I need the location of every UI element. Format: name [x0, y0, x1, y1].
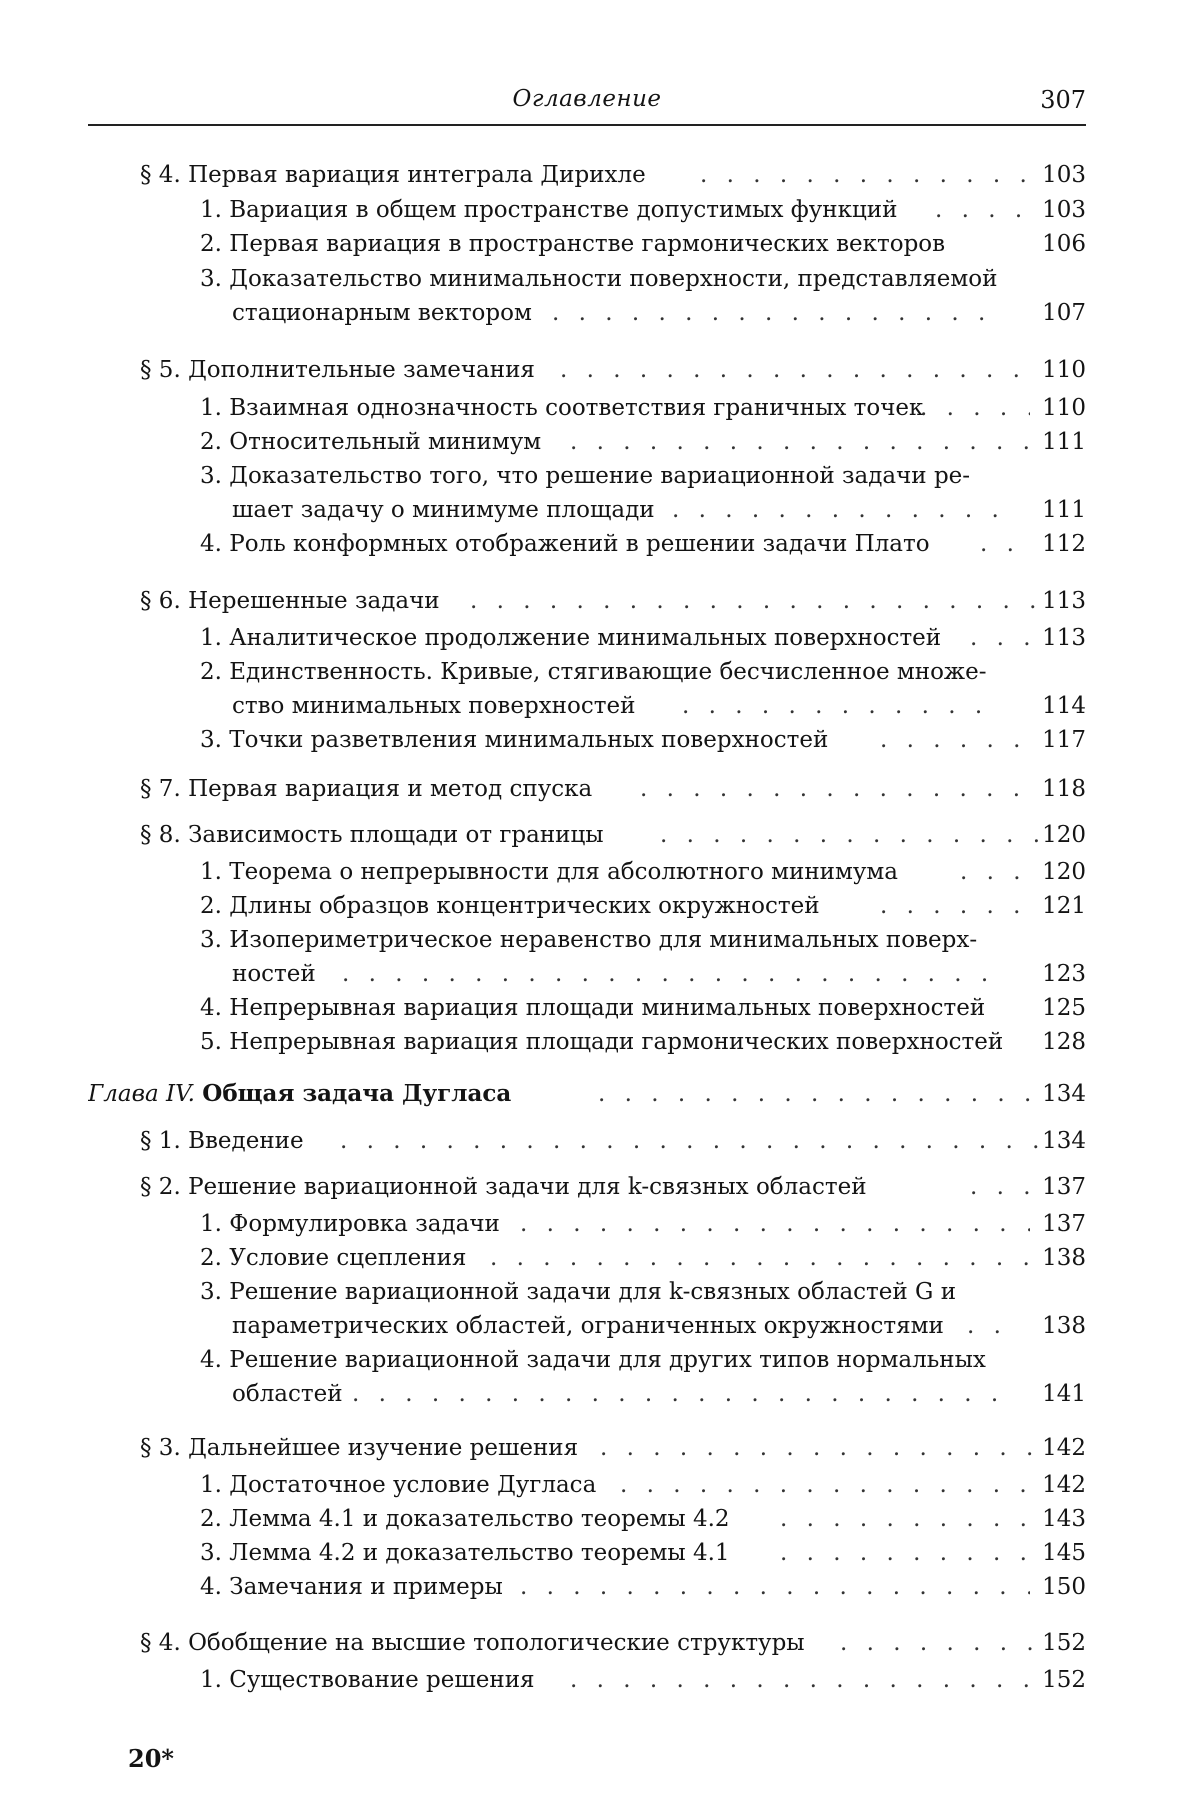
item-number: 3. [200, 925, 222, 955]
section-number: § 6. [140, 586, 181, 616]
item-number: 2. [200, 229, 222, 259]
toc-item [200, 1665, 1086, 1695]
item-page: 150 [1042, 1572, 1086, 1602]
toc-item [200, 1470, 1086, 1500]
dot-leader: . . . . . . . . . . . . . . [660, 820, 1040, 850]
item-title-cont: параметрических областей, ограниченных окружностями [232, 1313, 944, 1339]
toc-item [200, 623, 1086, 653]
section-number: § 1. [140, 1126, 181, 1156]
item-number: 3. [200, 264, 222, 294]
item-title-cont: стационарным вектором [232, 300, 532, 326]
item-number: 3. [200, 461, 222, 491]
item-number: 4. [200, 1572, 222, 1602]
item-page: 121 [1042, 891, 1086, 921]
toc-section-3 [140, 1433, 1086, 1463]
toc-item [200, 529, 1086, 559]
dot-leader: . . . . . . . . . . . . . . . . . [600, 1433, 1040, 1463]
item-page: 111 [1042, 495, 1086, 525]
item-number: 4. [200, 529, 222, 559]
item-page: 123 [1042, 959, 1086, 989]
item-title: Точки разветвления минимальных поверхностей [229, 727, 828, 753]
toc-section-7 [140, 774, 1086, 804]
dot-leader: . . . . . . . . . . . . . . . [640, 774, 1040, 804]
section-number: § 4. [140, 160, 181, 190]
item-title: Первая вариация в пространстве гармонических векторов [229, 231, 945, 257]
section-number: § 2. [140, 1172, 181, 1202]
toc-section-4-ch4 [140, 1628, 1086, 1658]
section-number: § 3. [140, 1433, 181, 1463]
item-number: 1. [200, 1209, 222, 1239]
dot-leader: . . . [970, 1172, 1040, 1202]
item-title-cont: областей [232, 1381, 343, 1407]
item-number: 4. [200, 1345, 222, 1375]
chapter-page: 134 [1042, 1079, 1086, 1109]
section-page: 110 [1042, 355, 1086, 385]
section-page: 113 [1042, 586, 1086, 616]
item-title: Лемма 4.1 и доказательство теоремы 4.2 [229, 1506, 729, 1532]
item-number: 1. [200, 1665, 222, 1695]
toc-item-continuation [232, 959, 1086, 989]
section-title: Дальнейшее изучение решения [188, 1435, 578, 1461]
toc-item [200, 195, 1086, 225]
item-number: 3. [200, 725, 222, 755]
item-page: 145 [1042, 1538, 1086, 1568]
item-title: Непрерывная вариация площади минимальных поверхностей [229, 995, 985, 1021]
item-title: Теорема о непрерывности для абсолютного минимума [229, 859, 898, 885]
signature-mark: 20* [128, 1744, 174, 1773]
item-number: 3. [200, 1538, 222, 1568]
dot-leader: . . . . . . . . . . . . . . . . . . . . . . . . . [342, 959, 1002, 989]
item-number: 2. [200, 891, 222, 921]
item-title: Непрерывная вариация площади гармонических поверхностей [229, 1029, 1003, 1055]
toc-item [200, 393, 1086, 423]
dot-leader: . . . . [920, 393, 1030, 423]
toc-item [200, 657, 1086, 687]
section-title: Дополнительные замечания [188, 357, 535, 383]
item-title: Доказательство того, что решение вариационной задачи ре- [229, 463, 970, 489]
item-page: 111 [1042, 427, 1086, 457]
toc-item [200, 993, 1086, 1023]
item-page: 110 [1042, 393, 1086, 423]
dot-leader: . . . . [935, 195, 1035, 225]
item-number: 4. [200, 993, 222, 1023]
item-page: 120 [1042, 857, 1086, 887]
toc-item [200, 925, 1086, 955]
dot-leader: . . [970, 623, 1030, 653]
toc-item [200, 264, 1086, 294]
dot-leader: . . . . . . . . . . . . [672, 495, 1002, 525]
toc-section-5 [140, 355, 1086, 385]
item-page: 106 [1042, 229, 1086, 259]
dot-leader: . . . . . . . . . . . . . . . . . . [560, 355, 1040, 385]
item-number: 1. [200, 195, 222, 225]
dot-leader: . . . . . . [880, 891, 1030, 921]
toc-item-continuation [232, 1311, 1086, 1341]
toc-item-continuation [232, 691, 1086, 721]
toc-section-2 [140, 1172, 1086, 1202]
section-page: 137 [1042, 1172, 1086, 1202]
section-number: § 5. [140, 355, 181, 385]
toc-item [200, 1027, 1086, 1057]
item-title: Условие сцепления [229, 1245, 466, 1271]
toc-item [200, 229, 1086, 259]
item-title: Решение вариационной задачи для k-связных областей G и [229, 1279, 956, 1305]
section-page: 120 [1042, 820, 1086, 850]
section-page: 103 [1042, 160, 1086, 190]
dot-leader: . . . . . . . . . . . . . . . . . . . . . . . . [352, 1379, 1002, 1409]
toc-item [200, 1538, 1086, 1568]
toc-section-8 [140, 820, 1086, 850]
section-page: 134 [1042, 1126, 1086, 1156]
section-title: Первая вариация и метод спуска [188, 776, 592, 802]
item-title: Достаточное условие Дугласа [229, 1472, 596, 1498]
dot-leader: . . . . . . . . . . . . . . . . . . . . . [470, 586, 1040, 616]
toc-item [200, 1504, 1086, 1534]
item-title: Длины образцов концентрических окружностей [229, 893, 819, 919]
item-page: 143 [1042, 1504, 1086, 1534]
dot-leader: . . . . . . . . . . . . . . . [620, 1470, 1030, 1500]
section-title: Решение вариационной задачи для k-связных областей [188, 1174, 866, 1200]
item-page: 137 [1042, 1209, 1086, 1239]
item-page: 113 [1042, 623, 1086, 653]
item-number: 1. [200, 1470, 222, 1500]
toc-item [200, 1209, 1086, 1239]
item-title: Относительный минимум [229, 429, 541, 455]
item-title: Решение вариационной задачи для других типов нормальных [229, 1347, 986, 1373]
item-title: Аналитическое продолжение минимальных поверхностей [229, 625, 941, 651]
toc-item-continuation [232, 1379, 1086, 1409]
item-page: 103 [1042, 195, 1086, 225]
dot-leader: . . . . . . . . . . . . [682, 691, 1002, 721]
item-title-cont: ство минимальных поверхностей [232, 693, 635, 719]
item-title: Формулировка задачи [229, 1211, 500, 1237]
item-number: 5. [200, 1027, 222, 1057]
toc-item-continuation [232, 298, 1086, 328]
section-number: § 7. [140, 774, 181, 804]
section-title: Нерешенные задачи [188, 588, 440, 614]
dot-leader: . . . . . . . . . . . . . . . . . [552, 298, 1002, 328]
toc-item [200, 891, 1086, 921]
toc-item [200, 725, 1086, 755]
toc-chapter-4 [88, 1079, 1086, 1109]
item-page: 138 [1042, 1243, 1086, 1273]
item-title-cont: шает задачу о минимуме площади [232, 497, 655, 523]
toc-item [200, 1572, 1086, 1602]
toc-page [0, 0, 1200, 1815]
toc-item [200, 427, 1086, 457]
toc-item [200, 461, 1086, 491]
dot-leader: . . . . . . [880, 725, 1030, 755]
item-title: Лемма 4.2 и доказательство теоремы 4.1 [229, 1540, 729, 1566]
section-title: Введение [188, 1128, 304, 1154]
section-number: § 8. [140, 820, 181, 850]
item-title: Существование решения [229, 1667, 534, 1693]
dot-leader: . . . . . . . . . . . . . . . . . . . . . . . . . . [340, 1126, 1040, 1156]
item-title: Изопериметрическое неравенство для минимальных поверх- [229, 927, 977, 953]
toc-item [200, 1243, 1086, 1273]
section-page: 142 [1042, 1433, 1086, 1463]
dot-leader: . . . . . . . . . . . . . . . . . [570, 427, 1030, 457]
chapter-title: Общая задача Дугласа [202, 1080, 511, 1107]
item-number: 1. [200, 623, 222, 653]
section-number: § 4. [140, 1628, 181, 1658]
toc-item-continuation [232, 495, 1086, 525]
section-title: Зависимость площади от границы [188, 822, 604, 848]
item-page: 114 [1042, 691, 1086, 721]
item-title-cont: ностей [232, 961, 316, 987]
dot-leader: . . . . . . . . . . . . . . . . . . . . [490, 1243, 1030, 1273]
item-number: 1. [200, 857, 222, 887]
item-title: Роль конформных отображений в решении задачи Плато [229, 531, 929, 557]
item-title: Единственность. Кривые, стягивающие бесчисленное множе- [229, 659, 986, 685]
item-title: Вариация в общем пространстве допустимых функций [229, 197, 897, 223]
toc-item [200, 857, 1086, 887]
toc-item [200, 1345, 1086, 1375]
item-number: 2. [200, 1243, 222, 1273]
item-page: 117 [1042, 725, 1086, 755]
section-page: 152 [1042, 1628, 1086, 1658]
toc-section-6 [140, 586, 1086, 616]
page-number: 307 [1040, 86, 1086, 114]
item-number: 2. [200, 657, 222, 687]
item-title: Взаимная однозначность соответствия граничных точек [229, 395, 923, 421]
item-page: 142 [1042, 1470, 1086, 1500]
running-head [88, 84, 1086, 124]
dot-leader: . . . . . . . . . . . . . . . . . [598, 1079, 1038, 1109]
toc-section-1 [140, 1126, 1086, 1156]
item-number: 2. [200, 1504, 222, 1534]
item-page: 141 [1042, 1379, 1086, 1409]
item-number: 2. [200, 427, 222, 457]
section-title: Обобщение на высшие топологические структуры [188, 1630, 805, 1656]
section-page: 118 [1042, 774, 1086, 804]
item-number: 1. [200, 393, 222, 423]
dot-leader: . . . . . . . . . . . . . [700, 160, 1040, 190]
item-page: 125 [1042, 993, 1086, 1023]
page-title: Оглавление [88, 86, 1086, 112]
dot-leader: . . . . . . . . . [780, 1538, 1030, 1568]
dot-leader: . . . [960, 857, 1030, 887]
dot-leader: . . . . . . . . [840, 1628, 1040, 1658]
dot-leader: . . [980, 529, 1030, 559]
section-title: Первая вариация интеграла Дирихле [188, 162, 646, 188]
toc-section-4 [140, 160, 1086, 190]
dot-leader: . . . . . . . . . . . . . . . . . . . [520, 1572, 1030, 1602]
header-rule [88, 124, 1086, 126]
dot-leader: . . . . . . . . . . . . . . . . . . . [520, 1209, 1030, 1239]
chapter-label: Глава IV. [88, 1081, 195, 1107]
item-title: Замечания и примеры [229, 1574, 503, 1600]
item-page: 152 [1042, 1665, 1086, 1695]
item-number: 3. [200, 1277, 222, 1307]
item-page: 107 [1042, 298, 1086, 328]
dot-leader: . [967, 1311, 1002, 1341]
dot-leader: . . . . . . . . . . . . . . . . . [570, 1665, 1030, 1695]
toc-item [200, 1277, 1086, 1307]
dot-leader: . . . . . . . . . [780, 1504, 1030, 1534]
item-page: 128 [1042, 1027, 1086, 1057]
item-page: 138 [1042, 1311, 1086, 1341]
item-title: Доказательство минимальности поверхности, представляемой [229, 266, 997, 292]
item-page: 112 [1042, 529, 1086, 559]
